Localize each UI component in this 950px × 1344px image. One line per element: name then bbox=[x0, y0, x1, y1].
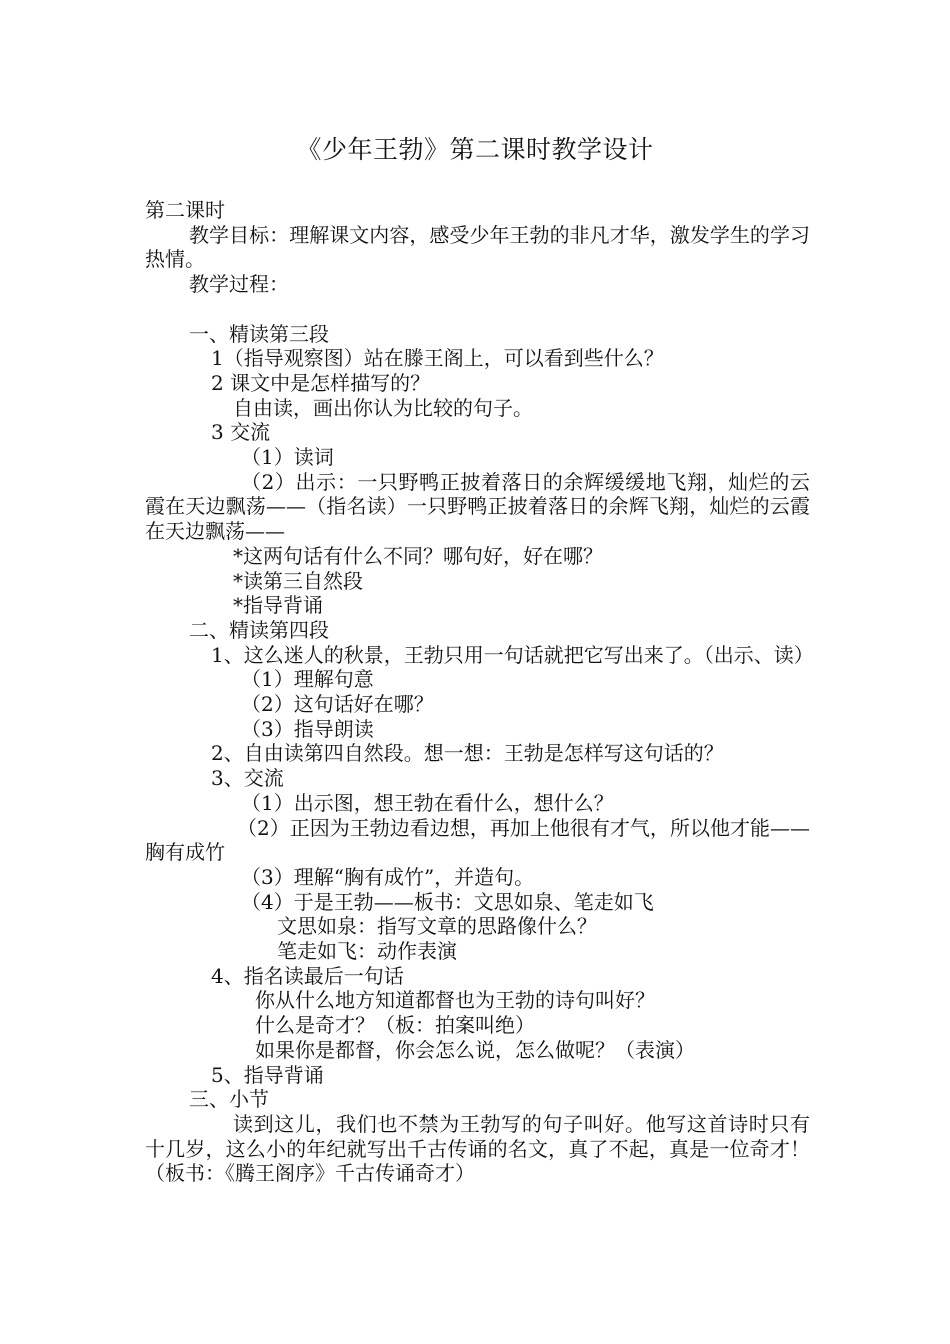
step-item: 5、指导背诵 bbox=[211, 1062, 324, 1087]
sub-item: （2）这句话好在哪？ bbox=[241, 692, 434, 717]
sub-item: （1）出示图，想王勃在看什么，想什么？ bbox=[241, 790, 614, 815]
sub-item: （3）理解“胸有成竹”，并造句。 bbox=[241, 864, 535, 889]
lesson-label: 第二课时 bbox=[145, 198, 225, 222]
document-body bbox=[145, 198, 814, 1186]
document-title: 《少年王勃》第二课时教学设计 bbox=[296, 135, 654, 164]
sub-item-paragraph: （2）正因为王勃边看边想，再加上他很有才气，所以他才能——胸有成竹 bbox=[145, 815, 810, 865]
sub-item: （3）指导朗读 bbox=[241, 716, 374, 741]
sub-item-paragraph: （2）出示：一只野鸭正披着落日的余辉缓缓地飞翔，灿烂的云霞在天边飘荡——（指名读）一只野鸭正披着落日的余辉飞翔，灿烂的云霞在天边飘荡—— bbox=[145, 469, 810, 544]
blank-line bbox=[145, 297, 810, 322]
step-item: 3 交流 bbox=[211, 420, 271, 445]
board-note: 笔走如飞：动作表演 bbox=[277, 939, 457, 964]
bullet-item: *这两句话有什么不同？哪句好，好在哪？ bbox=[233, 543, 603, 568]
bullet-item: *读第三自然段 bbox=[233, 568, 363, 593]
step-item: 3、交流 bbox=[211, 766, 284, 791]
section-heading: 三、小节 bbox=[189, 1087, 269, 1112]
teaching-goal: 教学目标：理解课文内容，感受少年王勃的非凡才华，激发学生的学习热情。 bbox=[145, 222, 810, 272]
step-paragraph: 1、这么迷人的秋景，王勃只用一句话就把它写出来了。（出示、读） bbox=[211, 642, 814, 667]
step-item: 4、指名读最后一句话 bbox=[211, 963, 404, 988]
sub-item: （4）于是王勃——板书：文思如泉、笔走如飞 bbox=[241, 889, 654, 914]
bullet-item: *指导背诵 bbox=[233, 593, 323, 618]
step-item: 2 课文中是怎样描写的？ bbox=[211, 370, 431, 395]
summary-paragraph: 读到这儿，我们也不禁为王勃写的句子叫好。他写这首诗时只有十几岁，这么小的年纪就写出千古传诵的名文，真了不起，真是一位奇才！（板书：《腾王阁序》千古传诵奇才） bbox=[145, 1112, 810, 1186]
teaching-process-label: 教学过程： bbox=[189, 272, 289, 297]
section-heading: 二、精读第四段 bbox=[189, 617, 329, 642]
step-item: 1（指导观察图）站在滕王阁上，可以看到些什么？ bbox=[211, 346, 664, 371]
step-note: 自由读，画出你认为比较的句子。 bbox=[233, 395, 533, 420]
question-item: 如果你是都督，你会怎么说，怎么做呢？（表演） bbox=[255, 1037, 695, 1062]
section-heading: 一、精读第三段 bbox=[189, 321, 329, 346]
board-note: 文思如泉：指写文章的思路像什么？ bbox=[277, 914, 597, 939]
question-item: 你从什么地方知道都督也为王勃的诗句叫好？ bbox=[255, 988, 655, 1013]
step-item: 2、自由读第四自然段。想一想：王勃是怎样写这句话的？ bbox=[211, 741, 724, 766]
sub-item: （1）读词 bbox=[241, 445, 334, 470]
question-item: 什么是奇才？（板：拍案叫绝） bbox=[255, 1013, 535, 1038]
sub-item: （1）理解句意 bbox=[241, 667, 374, 692]
